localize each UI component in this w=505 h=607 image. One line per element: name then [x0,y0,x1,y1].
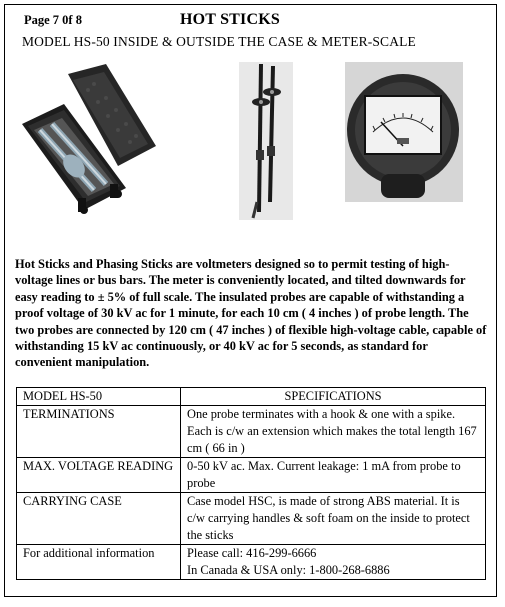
description-paragraph: Hot Sticks and Phasing Sticks are voltmeters designed so to permit testing of high-voltage lines or bus bars. The meter is conveniently located, and tilted downwards for easy reading to ± 5% of full scale. The insulated probes are capable of withstanding a proof voltage of 30 kV ac for 1 minute, for each 10 cm ( 4 inches ) of probe length. The two probes are connected by 120 cm ( 47 inches ) of flexible high-voltage cable, capable of withstanding 15 kV ac continuously, or 40 kV ac for 5 seconds, as standard for convenient manipulation. [15,257,487,370]
phone-line: Please call: 416-299-6666 [187,546,317,560]
header-specifications: SPECIFICATIONS [181,388,486,406]
table-row [17,493,486,545]
page-subtitle: MODEL HS-50 INSIDE & OUTSIDE THE CASE & METER-SCALE [22,34,416,49]
row-label: For additional information [17,545,181,580]
row-value: Case model HSC, is made of strong ABS material. It is c/w carrying handles & soft foam on the inside to protect the sticks [181,493,486,545]
sticks-photo [239,62,293,220]
row-value: One probe terminates with a hook & one with a spike. Each is c/w an extension which makes the total length 167 cm ( 66 in ) [181,406,486,458]
specifications-table [16,387,486,580]
table-row [17,545,486,580]
row-value [181,545,486,580]
table-row [17,458,486,493]
case-photo [18,60,162,216]
row-label: MAX. VOLTAGE READING [17,458,181,493]
row-label: CARRYING CASE [17,493,181,545]
header-model: MODEL HS-50 [17,388,181,406]
meter-photo [345,62,463,202]
row-label: TERMINATIONS [17,406,181,458]
page-number: Page 7 0f 8 [24,13,82,27]
page-title: HOT STICKS [180,11,280,28]
toll-free-line: In Canada & USA only: 1-800-268-6886 [187,563,390,577]
row-value: 0-50 kV ac. Max. Current leakage: 1 mA from probe to probe [181,458,486,493]
table-row [17,406,486,458]
table-header-row [17,388,486,406]
